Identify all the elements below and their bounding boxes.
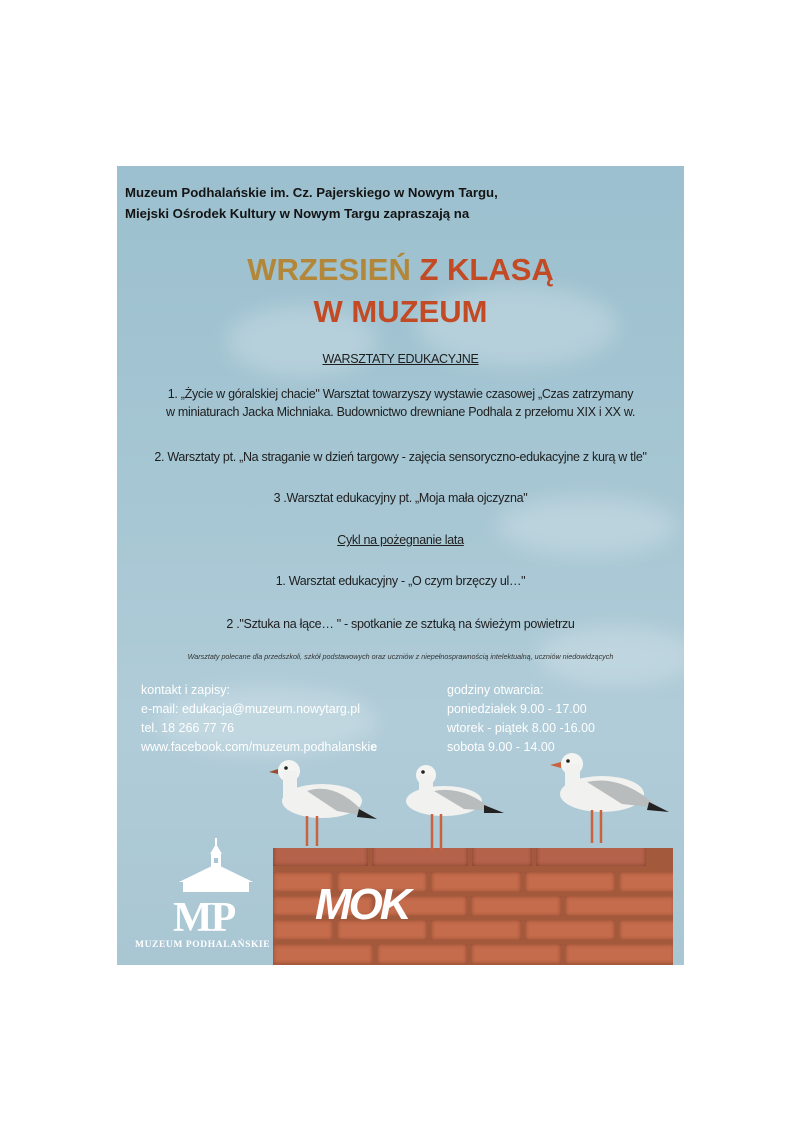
- contact-block: [141, 681, 377, 757]
- hours-tue-fri: wtorek - piątek 8.00 -16.00: [447, 721, 595, 735]
- seagull-3-image: [547, 746, 672, 846]
- organizers-line-2: Miejski Ośrodek Kultury w Nowym Targu zapraszają na: [125, 206, 470, 221]
- event-poster: [117, 166, 684, 965]
- cycle-item-1: 1. Warsztat edukacyjny - „O czym brzęczy ul…": [275, 574, 526, 588]
- cycle-heading: Cykl na pożegnanie lata: [337, 533, 464, 547]
- organizers-line-1: Muzeum Podhalańskie im. Cz. Pajerskiego w Nowym Targu,: [125, 185, 498, 200]
- title-part-2: Z KLASĄ: [419, 252, 554, 287]
- museum-building-icon: [179, 838, 259, 894]
- seagull-1-image: [267, 751, 377, 851]
- seagull-2-image: [399, 761, 509, 856]
- hours-monday: poniedziałek 9.00 - 17.00: [447, 702, 587, 716]
- facebook-url-tail: e: [370, 740, 378, 754]
- poster-title: [117, 252, 684, 288]
- contact-heading: kontakt i zapisy:: [141, 683, 230, 697]
- workshop-1-line-2: w miniaturach Jacka Michniaka. Budownictwo drewniane Podhala z przełomu XIX i XX w.: [165, 405, 636, 419]
- contact-email[interactable]: e-mail: edukacja@muzeum.nowytarg.pl: [141, 702, 361, 716]
- organizers-header: [125, 182, 498, 224]
- contact-phone: tel. 18 266 77 76: [141, 721, 235, 735]
- workshop-2: 2. Warsztaty pt. „Na straganie w dzień targowy - zajęcia sensoryczno-edukacyjne z kurą w tle": [154, 450, 647, 464]
- section-heading: WARSZTATY EDUKACYJNE: [322, 352, 479, 366]
- workshop-1-line-1: 1. „Życie w góralskiej chacie" Warsztat towarzyszy wystawie czasowej „Czas zatrzymany: [167, 387, 634, 401]
- facebook-url: www.facebook.com/muzeum.podhalanski: [141, 740, 371, 754]
- hours-saturday: sobota 9.00 - 14.00: [447, 740, 555, 754]
- mok-logo: MOK: [315, 880, 409, 929]
- hours-heading: godziny otwarcia:: [447, 683, 544, 697]
- cycle-item-2: 2 ."Sztuka na łące… " - spotkanie ze sztuką na świeżym powietrzu: [226, 617, 575, 631]
- mp-logo-caption: MUZEUM PODHALAŃSKIE: [135, 940, 271, 950]
- title-part-1: WRZESIEŃ: [247, 252, 420, 287]
- audience-note: Warsztaty polecane dla przedszkoli, szkół podstawowych oraz uczniów z niepełnosprawnością intelektualną, uczniów niedowidzących: [187, 652, 614, 661]
- workshop-3: 3 .Warsztat edukacyjny pt. „Moja mała ojczyzna": [273, 491, 528, 505]
- poster-title-line-2: W MUZEUM: [313, 294, 488, 329]
- mp-logo-letters: MP: [173, 895, 235, 941]
